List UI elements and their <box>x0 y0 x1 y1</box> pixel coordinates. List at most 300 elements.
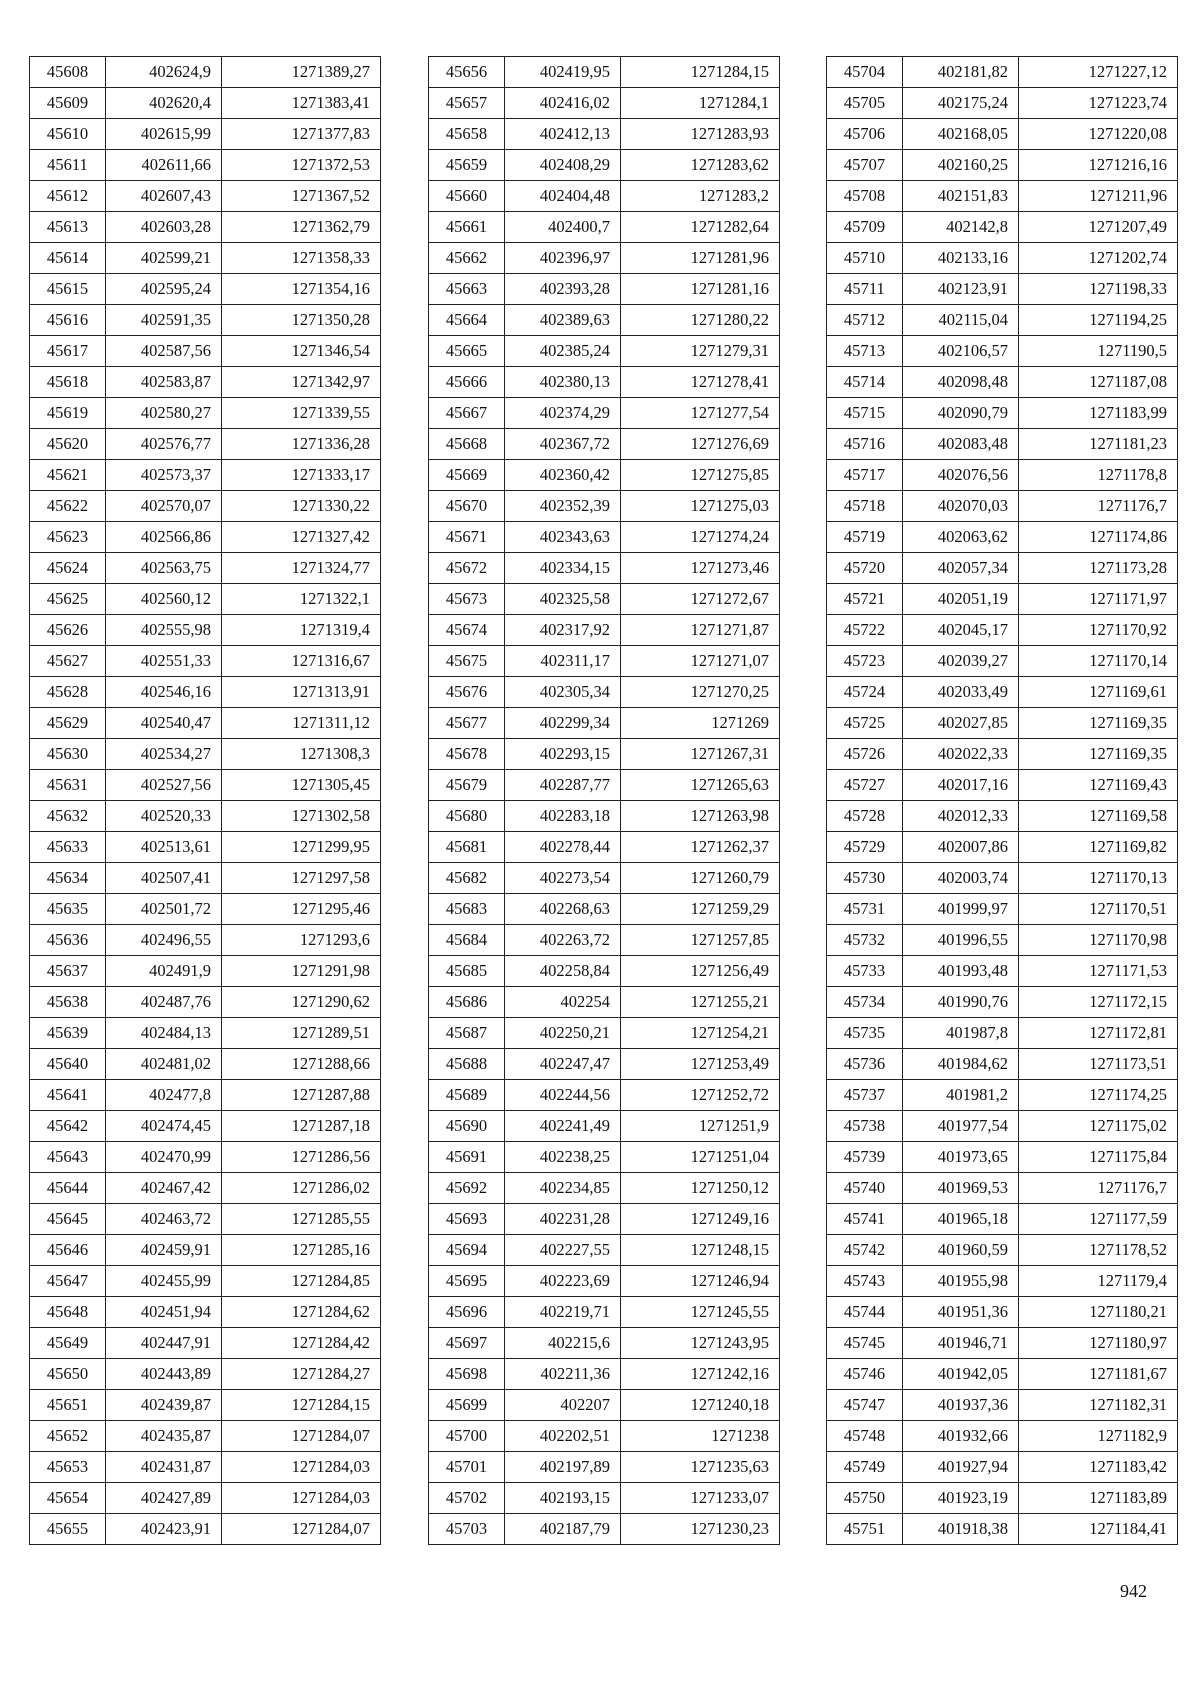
point-id-cell: 45615 <box>30 274 106 305</box>
table-row <box>30 1390 381 1421</box>
y-coordinate-cell: 1271176,7 <box>1019 491 1178 522</box>
x-coordinate-cell: 402017,16 <box>903 770 1019 801</box>
y-coordinate-cell: 1271230,23 <box>621 1514 780 1545</box>
y-coordinate-cell: 1271183,89 <box>1019 1483 1178 1514</box>
x-coordinate-cell: 402427,89 <box>106 1483 222 1514</box>
point-id-cell: 45714 <box>827 367 903 398</box>
table-row <box>30 646 381 677</box>
x-coordinate-cell: 402443,89 <box>106 1359 222 1390</box>
y-coordinate-cell: 1271202,74 <box>1019 243 1178 274</box>
x-coordinate-cell: 402283,18 <box>505 801 621 832</box>
table-row <box>827 181 1178 212</box>
y-coordinate-cell: 1271252,72 <box>621 1080 780 1111</box>
x-coordinate-cell: 402389,63 <box>505 305 621 336</box>
y-coordinate-cell: 1271293,6 <box>222 925 381 956</box>
point-id-cell: 45718 <box>827 491 903 522</box>
x-coordinate-cell: 401927,94 <box>903 1452 1019 1483</box>
point-id-cell: 45647 <box>30 1266 106 1297</box>
x-coordinate-cell: 402470,99 <box>106 1142 222 1173</box>
y-coordinate-cell: 1271245,55 <box>621 1297 780 1328</box>
table-row <box>827 863 1178 894</box>
y-coordinate-cell: 1271285,16 <box>222 1235 381 1266</box>
point-id-cell: 45620 <box>30 429 106 460</box>
table-row <box>827 460 1178 491</box>
y-coordinate-cell: 1271313,91 <box>222 677 381 708</box>
x-coordinate-cell: 402247,47 <box>505 1049 621 1080</box>
table-row <box>827 522 1178 553</box>
x-coordinate-cell: 401993,48 <box>903 956 1019 987</box>
y-coordinate-cell: 1271383,41 <box>222 88 381 119</box>
table-row <box>30 1080 381 1111</box>
table-row <box>30 553 381 584</box>
point-id-cell: 45703 <box>429 1514 505 1545</box>
table-row <box>827 770 1178 801</box>
point-id-cell: 45630 <box>30 739 106 770</box>
y-coordinate-cell: 1271169,35 <box>1019 739 1178 770</box>
table-row <box>429 894 780 925</box>
point-id-cell: 45710 <box>827 243 903 274</box>
point-id-cell: 45659 <box>429 150 505 181</box>
y-coordinate-cell: 1271169,82 <box>1019 832 1178 863</box>
table-row <box>429 832 780 863</box>
table-row <box>30 708 381 739</box>
x-coordinate-cell: 402408,29 <box>505 150 621 181</box>
point-id-cell: 45609 <box>30 88 106 119</box>
table-row <box>827 801 1178 832</box>
table-row <box>429 274 780 305</box>
point-id-cell: 45741 <box>827 1204 903 1235</box>
table-row <box>827 491 1178 522</box>
table-row <box>30 1049 381 1080</box>
y-coordinate-cell: 1271324,77 <box>222 553 381 584</box>
x-coordinate-cell: 402404,48 <box>505 181 621 212</box>
y-coordinate-cell: 1271179,4 <box>1019 1266 1178 1297</box>
page-number: 942 <box>1120 1581 1147 1601</box>
point-id-cell: 45625 <box>30 584 106 615</box>
y-coordinate-cell: 1271295,46 <box>222 894 381 925</box>
point-id-cell: 45686 <box>429 987 505 1018</box>
table-row <box>429 1018 780 1049</box>
y-coordinate-cell: 1271275,03 <box>621 491 780 522</box>
y-coordinate-cell: 1271178,8 <box>1019 460 1178 491</box>
table-row <box>827 1018 1178 1049</box>
table-row <box>827 243 1178 274</box>
table-row <box>30 243 381 274</box>
point-id-cell: 45742 <box>827 1235 903 1266</box>
y-coordinate-cell: 1271242,16 <box>621 1359 780 1390</box>
table-row <box>30 336 381 367</box>
point-id-cell: 45641 <box>30 1080 106 1111</box>
x-coordinate-cell: 402566,86 <box>106 522 222 553</box>
point-id-cell: 45692 <box>429 1173 505 1204</box>
table-row <box>827 615 1178 646</box>
point-id-cell: 45646 <box>30 1235 106 1266</box>
point-id-cell: 45700 <box>429 1421 505 1452</box>
x-coordinate-cell: 402181,82 <box>903 57 1019 88</box>
point-id-cell: 45657 <box>429 88 505 119</box>
table-row <box>827 1235 1178 1266</box>
y-coordinate-cell: 1271216,16 <box>1019 150 1178 181</box>
table-row <box>30 987 381 1018</box>
table-row <box>827 1390 1178 1421</box>
point-id-cell: 45618 <box>30 367 106 398</box>
y-coordinate-cell: 1271176,7 <box>1019 1173 1178 1204</box>
point-id-cell: 45655 <box>30 1514 106 1545</box>
point-id-cell: 45675 <box>429 646 505 677</box>
x-coordinate-cell: 402244,56 <box>505 1080 621 1111</box>
x-coordinate-cell: 402580,27 <box>106 398 222 429</box>
table-row <box>429 1514 780 1545</box>
x-coordinate-cell: 402540,47 <box>106 708 222 739</box>
point-id-cell: 45747 <box>827 1390 903 1421</box>
point-id-cell: 45612 <box>30 181 106 212</box>
x-coordinate-cell: 401996,55 <box>903 925 1019 956</box>
x-coordinate-cell: 402051,19 <box>903 584 1019 615</box>
y-coordinate-cell: 1271175,02 <box>1019 1111 1178 1142</box>
y-coordinate-cell: 1271262,37 <box>621 832 780 863</box>
table-row <box>429 615 780 646</box>
point-id-cell: 45614 <box>30 243 106 274</box>
x-coordinate-cell: 402343,63 <box>505 522 621 553</box>
point-id-cell: 45728 <box>827 801 903 832</box>
table-row <box>429 1111 780 1142</box>
y-coordinate-cell: 1271270,25 <box>621 677 780 708</box>
x-coordinate-cell: 402501,72 <box>106 894 222 925</box>
point-id-cell: 45743 <box>827 1266 903 1297</box>
x-coordinate-cell: 402583,87 <box>106 367 222 398</box>
x-coordinate-cell: 402374,29 <box>505 398 621 429</box>
point-id-cell: 45637 <box>30 956 106 987</box>
x-coordinate-cell: 402385,24 <box>505 336 621 367</box>
x-coordinate-cell: 402123,91 <box>903 274 1019 305</box>
y-coordinate-cell: 1271284,15 <box>222 1390 381 1421</box>
point-id-cell: 45665 <box>429 336 505 367</box>
y-coordinate-cell: 1271284,07 <box>222 1514 381 1545</box>
y-coordinate-cell: 1271273,46 <box>621 553 780 584</box>
table-row <box>30 1483 381 1514</box>
table-row <box>827 739 1178 770</box>
x-coordinate-cell: 402175,24 <box>903 88 1019 119</box>
x-coordinate-cell: 402070,03 <box>903 491 1019 522</box>
table-row <box>30 119 381 150</box>
y-coordinate-cell: 1271271,07 <box>621 646 780 677</box>
table-row <box>429 1049 780 1080</box>
x-coordinate-cell: 402057,34 <box>903 553 1019 584</box>
x-coordinate-cell: 402360,42 <box>505 460 621 491</box>
table-row <box>827 925 1178 956</box>
table-row <box>30 615 381 646</box>
y-coordinate-cell: 1271281,96 <box>621 243 780 274</box>
point-id-cell: 45693 <box>429 1204 505 1235</box>
table-row <box>827 1266 1178 1297</box>
y-coordinate-cell: 1271220,08 <box>1019 119 1178 150</box>
x-coordinate-cell: 402202,51 <box>505 1421 621 1452</box>
point-id-cell: 45627 <box>30 646 106 677</box>
point-id-cell: 45705 <box>827 88 903 119</box>
point-id-cell: 45668 <box>429 429 505 460</box>
x-coordinate-cell: 402045,17 <box>903 615 1019 646</box>
y-coordinate-cell: 1271181,67 <box>1019 1359 1178 1390</box>
point-id-cell: 45726 <box>827 739 903 770</box>
y-coordinate-cell: 1271319,4 <box>222 615 381 646</box>
table-row <box>30 863 381 894</box>
y-coordinate-cell: 1271190,5 <box>1019 336 1178 367</box>
y-coordinate-cell: 1271182,9 <box>1019 1421 1178 1452</box>
y-coordinate-cell: 1271311,12 <box>222 708 381 739</box>
table-row <box>30 801 381 832</box>
y-coordinate-cell: 1271198,33 <box>1019 274 1178 305</box>
y-coordinate-cell: 1271316,67 <box>222 646 381 677</box>
table-row <box>30 274 381 305</box>
point-id-cell: 45748 <box>827 1421 903 1452</box>
x-coordinate-cell: 402416,02 <box>505 88 621 119</box>
point-id-cell: 45735 <box>827 1018 903 1049</box>
x-coordinate-cell: 401942,05 <box>903 1359 1019 1390</box>
table-row <box>429 212 780 243</box>
coordinate-table-1 <box>29 56 381 1545</box>
table-row <box>827 1049 1178 1080</box>
y-coordinate-cell: 1271256,49 <box>621 956 780 987</box>
table-row <box>30 1514 381 1545</box>
point-id-cell: 45633 <box>30 832 106 863</box>
table-row <box>429 863 780 894</box>
x-coordinate-cell: 402534,27 <box>106 739 222 770</box>
table-row <box>429 429 780 460</box>
x-coordinate-cell: 402090,79 <box>903 398 1019 429</box>
table-row <box>429 460 780 491</box>
y-coordinate-cell: 1271254,21 <box>621 1018 780 1049</box>
table-row <box>429 1483 780 1514</box>
table-row <box>827 1111 1178 1142</box>
x-coordinate-cell: 402520,33 <box>106 801 222 832</box>
point-id-cell: 45634 <box>30 863 106 894</box>
x-coordinate-cell: 402168,05 <box>903 119 1019 150</box>
x-coordinate-cell: 402299,34 <box>505 708 621 739</box>
y-coordinate-cell: 1271362,79 <box>222 212 381 243</box>
y-coordinate-cell: 1271248,15 <box>621 1235 780 1266</box>
table-row <box>827 1359 1178 1390</box>
point-id-cell: 45684 <box>429 925 505 956</box>
x-coordinate-cell: 402591,35 <box>106 305 222 336</box>
x-coordinate-cell: 402439,87 <box>106 1390 222 1421</box>
x-coordinate-cell: 402367,72 <box>505 429 621 460</box>
y-coordinate-cell: 1271180,97 <box>1019 1328 1178 1359</box>
point-id-cell: 45671 <box>429 522 505 553</box>
x-coordinate-cell: 402003,74 <box>903 863 1019 894</box>
x-coordinate-cell: 401923,19 <box>903 1483 1019 1514</box>
y-coordinate-cell: 1271170,98 <box>1019 925 1178 956</box>
table-row <box>429 646 780 677</box>
y-coordinate-cell: 1271281,16 <box>621 274 780 305</box>
x-coordinate-cell: 402241,49 <box>505 1111 621 1142</box>
x-coordinate-cell: 402263,72 <box>505 925 621 956</box>
y-coordinate-cell: 1271243,95 <box>621 1328 780 1359</box>
x-coordinate-cell: 402219,71 <box>505 1297 621 1328</box>
point-id-cell: 45751 <box>827 1514 903 1545</box>
table-row <box>429 398 780 429</box>
table-row <box>429 119 780 150</box>
y-coordinate-cell: 1271253,49 <box>621 1049 780 1080</box>
table-row <box>827 1173 1178 1204</box>
table-row <box>429 1421 780 1452</box>
table-row <box>30 1266 381 1297</box>
x-coordinate-cell: 402254 <box>505 987 621 1018</box>
point-id-cell: 45644 <box>30 1173 106 1204</box>
x-coordinate-cell: 402576,77 <box>106 429 222 460</box>
x-coordinate-cell: 401973,65 <box>903 1142 1019 1173</box>
x-coordinate-cell: 402496,55 <box>106 925 222 956</box>
y-coordinate-cell: 1271290,62 <box>222 987 381 1018</box>
point-id-cell: 45727 <box>827 770 903 801</box>
x-coordinate-cell: 402527,56 <box>106 770 222 801</box>
x-coordinate-cell: 402451,94 <box>106 1297 222 1328</box>
y-coordinate-cell: 1271289,51 <box>222 1018 381 1049</box>
point-id-cell: 45638 <box>30 987 106 1018</box>
x-coordinate-cell: 402487,76 <box>106 987 222 1018</box>
point-id-cell: 45608 <box>30 57 106 88</box>
x-coordinate-cell: 402551,33 <box>106 646 222 677</box>
point-id-cell: 45731 <box>827 894 903 925</box>
point-id-cell: 45732 <box>827 925 903 956</box>
table-row <box>429 553 780 584</box>
x-coordinate-cell: 402250,21 <box>505 1018 621 1049</box>
y-coordinate-cell: 1271272,67 <box>621 584 780 615</box>
x-coordinate-cell: 402423,91 <box>106 1514 222 1545</box>
x-coordinate-cell: 402474,45 <box>106 1111 222 1142</box>
x-coordinate-cell: 402033,49 <box>903 677 1019 708</box>
x-coordinate-cell: 402455,99 <box>106 1266 222 1297</box>
y-coordinate-cell: 1271233,07 <box>621 1483 780 1514</box>
table-row <box>429 987 780 1018</box>
table-row <box>827 987 1178 1018</box>
x-coordinate-cell: 402076,56 <box>903 460 1019 491</box>
table-row <box>30 925 381 956</box>
x-coordinate-cell: 402463,72 <box>106 1204 222 1235</box>
point-id-cell: 45676 <box>429 677 505 708</box>
point-id-cell: 45716 <box>827 429 903 460</box>
x-coordinate-cell: 402615,99 <box>106 119 222 150</box>
point-id-cell: 45666 <box>429 367 505 398</box>
x-coordinate-cell: 402142,8 <box>903 212 1019 243</box>
point-id-cell: 45739 <box>827 1142 903 1173</box>
table-row <box>30 305 381 336</box>
point-id-cell: 45699 <box>429 1390 505 1421</box>
table-row <box>429 1173 780 1204</box>
x-coordinate-cell: 402231,28 <box>505 1204 621 1235</box>
table-row <box>827 1483 1178 1514</box>
x-coordinate-cell: 401977,54 <box>903 1111 1019 1142</box>
x-coordinate-cell: 402325,58 <box>505 584 621 615</box>
point-id-cell: 45674 <box>429 615 505 646</box>
y-coordinate-cell: 1271263,98 <box>621 801 780 832</box>
table-row <box>827 1421 1178 1452</box>
coordinate-table-2 <box>428 56 780 1545</box>
table-row <box>429 243 780 274</box>
y-coordinate-cell: 1271223,74 <box>1019 88 1178 119</box>
table-row <box>429 522 780 553</box>
y-coordinate-cell: 1271283,2 <box>621 181 780 212</box>
table-row <box>30 460 381 491</box>
table-row <box>429 336 780 367</box>
table-row <box>827 584 1178 615</box>
x-coordinate-cell: 402273,54 <box>505 863 621 894</box>
point-id-cell: 45672 <box>429 553 505 584</box>
point-id-cell: 45729 <box>827 832 903 863</box>
x-coordinate-cell: 402555,98 <box>106 615 222 646</box>
point-id-cell: 45712 <box>827 305 903 336</box>
point-id-cell: 45616 <box>30 305 106 336</box>
table-row <box>827 119 1178 150</box>
y-coordinate-cell: 1271182,31 <box>1019 1390 1178 1421</box>
y-coordinate-cell: 1271260,79 <box>621 863 780 894</box>
table-row <box>429 1328 780 1359</box>
y-coordinate-cell: 1271251,04 <box>621 1142 780 1173</box>
point-id-cell: 45656 <box>429 57 505 88</box>
y-coordinate-cell: 1271171,97 <box>1019 584 1178 615</box>
point-id-cell: 45725 <box>827 708 903 739</box>
x-coordinate-cell: 401969,53 <box>903 1173 1019 1204</box>
table-row <box>30 57 381 88</box>
table-row <box>429 1080 780 1111</box>
point-id-cell: 45687 <box>429 1018 505 1049</box>
point-id-cell: 45654 <box>30 1483 106 1514</box>
point-id-cell: 45640 <box>30 1049 106 1080</box>
point-id-cell: 45648 <box>30 1297 106 1328</box>
y-coordinate-cell: 1271170,92 <box>1019 615 1178 646</box>
y-coordinate-cell: 1271250,12 <box>621 1173 780 1204</box>
y-coordinate-cell: 1271240,18 <box>621 1390 780 1421</box>
table-row <box>827 1080 1178 1111</box>
point-id-cell: 45624 <box>30 553 106 584</box>
table-row <box>30 429 381 460</box>
point-id-cell: 45734 <box>827 987 903 1018</box>
point-id-cell: 45724 <box>827 677 903 708</box>
point-id-cell: 45650 <box>30 1359 106 1390</box>
point-id-cell: 45673 <box>429 584 505 615</box>
table-row <box>429 181 780 212</box>
y-coordinate-cell: 1271170,51 <box>1019 894 1178 925</box>
point-id-cell: 45645 <box>30 1204 106 1235</box>
table-row <box>429 925 780 956</box>
x-coordinate-cell: 402447,91 <box>106 1328 222 1359</box>
point-id-cell: 45613 <box>30 212 106 243</box>
table-row <box>30 584 381 615</box>
y-coordinate-cell: 1271172,15 <box>1019 987 1178 1018</box>
x-coordinate-cell: 401960,59 <box>903 1235 1019 1266</box>
table-row <box>429 57 780 88</box>
y-coordinate-cell: 1271302,58 <box>222 801 381 832</box>
y-coordinate-cell: 1271194,25 <box>1019 305 1178 336</box>
point-id-cell: 45690 <box>429 1111 505 1142</box>
y-coordinate-cell: 1271330,22 <box>222 491 381 522</box>
table-row <box>827 367 1178 398</box>
y-coordinate-cell: 1271265,63 <box>621 770 780 801</box>
y-coordinate-cell: 1271284,27 <box>222 1359 381 1390</box>
x-coordinate-cell: 402293,15 <box>505 739 621 770</box>
point-id-cell: 45733 <box>827 956 903 987</box>
x-coordinate-cell: 402022,33 <box>903 739 1019 770</box>
x-coordinate-cell: 402083,48 <box>903 429 1019 460</box>
x-coordinate-cell: 402039,27 <box>903 646 1019 677</box>
x-coordinate-cell: 402507,41 <box>106 863 222 894</box>
y-coordinate-cell: 1271175,84 <box>1019 1142 1178 1173</box>
x-coordinate-cell: 401965,18 <box>903 1204 1019 1235</box>
y-coordinate-cell: 1271389,27 <box>222 57 381 88</box>
y-coordinate-cell: 1271287,18 <box>222 1111 381 1142</box>
y-coordinate-cell: 1271238 <box>621 1421 780 1452</box>
x-coordinate-cell: 402063,62 <box>903 522 1019 553</box>
table-row <box>827 646 1178 677</box>
